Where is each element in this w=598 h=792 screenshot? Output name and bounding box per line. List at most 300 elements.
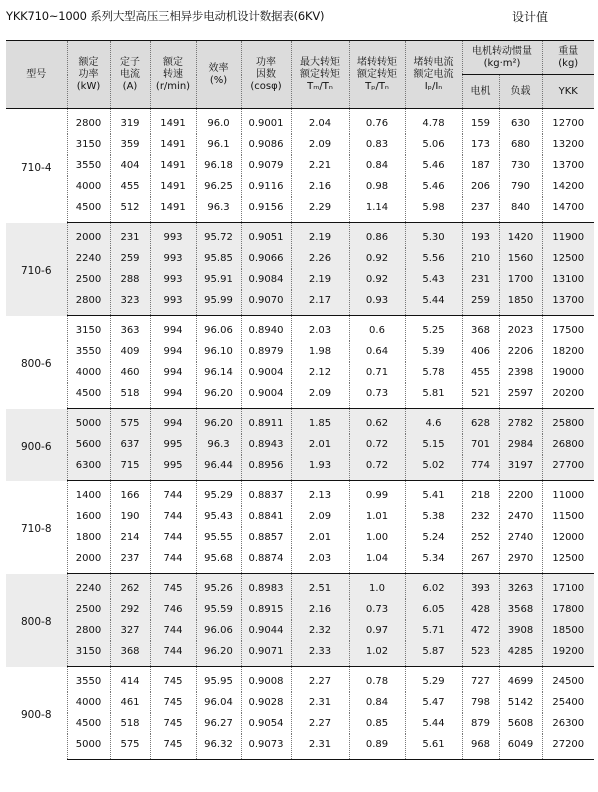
table-cell: 232 xyxy=(462,506,499,527)
table-cell: 210 xyxy=(462,248,499,269)
table-cell: 744 xyxy=(150,506,196,527)
table-row xyxy=(6,383,594,409)
table-cell: 214 xyxy=(110,527,150,548)
table-cell: 2240 xyxy=(67,248,110,269)
table-cell: 96.20 xyxy=(196,409,241,435)
table-cell: 1420 xyxy=(499,223,542,249)
table-row xyxy=(6,409,594,435)
table-cell: 2.19 xyxy=(291,269,349,290)
table-cell: 1491 xyxy=(150,155,196,176)
table-cell: 0.72 xyxy=(349,434,405,455)
table-cell: 95.85 xyxy=(196,248,241,269)
model-cell: 710-6 xyxy=(6,223,67,316)
table-cell: 173 xyxy=(462,134,499,155)
table-cell: 2.31 xyxy=(291,734,349,760)
table-cell: 3550 xyxy=(67,667,110,693)
table-cell: 14200 xyxy=(542,176,594,197)
table-row xyxy=(6,667,594,693)
model-cell: 800-6 xyxy=(6,316,67,409)
table-cell: 745 xyxy=(150,713,196,734)
table-row xyxy=(6,574,594,600)
table-cell: 231 xyxy=(110,223,150,249)
table-cell: 994 xyxy=(150,409,196,435)
table-row xyxy=(6,434,594,455)
table-cell: 5.46 xyxy=(405,155,462,176)
table-cell: 0.8979 xyxy=(241,341,291,362)
table-cell: 5608 xyxy=(499,713,542,734)
table-cell: 409 xyxy=(110,341,150,362)
table-cell: 27700 xyxy=(542,455,594,481)
table-row xyxy=(6,341,594,362)
table-cell: 3150 xyxy=(67,316,110,342)
table-cell: 518 xyxy=(110,713,150,734)
table-cell: 96.44 xyxy=(196,455,241,481)
table-cell: 994 xyxy=(150,316,196,342)
col-power-factor: 功率 因数 (cosφ) xyxy=(241,41,291,109)
table-cell: 95.72 xyxy=(196,223,241,249)
table-cell: 744 xyxy=(150,620,196,641)
table-cell: 218 xyxy=(462,481,499,507)
table-cell: 5.98 xyxy=(405,197,462,223)
table-cell: 1700 xyxy=(499,269,542,290)
model-group xyxy=(6,223,594,316)
table-cell: 3263 xyxy=(499,574,542,600)
table-cell: 2500 xyxy=(67,599,110,620)
table-row xyxy=(6,269,594,290)
table-cell: 745 xyxy=(150,574,196,600)
table-cell: 5.78 xyxy=(405,362,462,383)
table-cell: 2000 xyxy=(67,223,110,249)
table-cell: 744 xyxy=(150,548,196,574)
table-row xyxy=(6,713,594,734)
table-cell: 2.19 xyxy=(291,223,349,249)
model-group xyxy=(6,481,594,574)
table-cell: 6.05 xyxy=(405,599,462,620)
table-cell: 3197 xyxy=(499,455,542,481)
table-cell: 6.02 xyxy=(405,574,462,600)
table-cell: 11900 xyxy=(542,223,594,249)
table-cell: 12700 xyxy=(542,109,594,135)
table-cell: 0.6 xyxy=(349,316,405,342)
col-locked-current: 堵转电流 额定电流 Iₚ/Iₙ xyxy=(405,41,462,109)
table-cell: 262 xyxy=(110,574,150,600)
table-cell: 746 xyxy=(150,599,196,620)
table-cell: 11000 xyxy=(542,481,594,507)
table-cell: 96.20 xyxy=(196,383,241,409)
table-cell: 994 xyxy=(150,341,196,362)
table-cell: 4000 xyxy=(67,692,110,713)
col-weight: 重量 (kg) xyxy=(542,41,594,75)
col-inertia: 电机转动惯量 (kg·m²) xyxy=(462,41,542,75)
table-cell: 879 xyxy=(462,713,499,734)
table-cell: 523 xyxy=(462,641,499,667)
table-cell: 0.9086 xyxy=(241,134,291,155)
table-cell: 995 xyxy=(150,455,196,481)
col-max-torque: 最大转矩 额定转矩 Tₘ/Tₙ xyxy=(291,41,349,109)
table-cell: 1400 xyxy=(67,481,110,507)
model-cell: 900-6 xyxy=(6,409,67,481)
table-cell: 0.93 xyxy=(349,290,405,316)
table-cell: 5.87 xyxy=(405,641,462,667)
table-cell: 96.27 xyxy=(196,713,241,734)
table-cell: 994 xyxy=(150,362,196,383)
table-cell: 0.98 xyxy=(349,176,405,197)
table-cell: 680 xyxy=(499,134,542,155)
table-cell: 2597 xyxy=(499,383,542,409)
table-row xyxy=(6,548,594,574)
table-cell: 2.13 xyxy=(291,481,349,507)
table-cell: 2.16 xyxy=(291,599,349,620)
table-cell: 95.59 xyxy=(196,599,241,620)
table-row xyxy=(6,223,594,249)
table-cell: 4699 xyxy=(499,667,542,693)
table-cell: 1491 xyxy=(150,134,196,155)
table-cell: 2.33 xyxy=(291,641,349,667)
table-cell: 5.34 xyxy=(405,548,462,574)
table-cell: 5000 xyxy=(67,734,110,760)
table-cell: 521 xyxy=(462,383,499,409)
table-cell: 1.14 xyxy=(349,197,405,223)
table-cell: 0.9156 xyxy=(241,197,291,223)
table-cell: 259 xyxy=(462,290,499,316)
table-cell: 5600 xyxy=(67,434,110,455)
table-cell: 4500 xyxy=(67,197,110,223)
table-cell: 0.84 xyxy=(349,692,405,713)
table-cell: 1.02 xyxy=(349,641,405,667)
table-cell: 1491 xyxy=(150,176,196,197)
table-cell: 20200 xyxy=(542,383,594,409)
table-cell: 1560 xyxy=(499,248,542,269)
table-cell: 17500 xyxy=(542,316,594,342)
table-cell: 187 xyxy=(462,155,499,176)
table-cell: 745 xyxy=(150,667,196,693)
table-cell: 5.29 xyxy=(405,667,462,693)
table-cell: 2.04 xyxy=(291,109,349,135)
table-cell: 428 xyxy=(462,599,499,620)
table-cell: 18500 xyxy=(542,620,594,641)
table-row xyxy=(6,527,594,548)
table-cell: 0.73 xyxy=(349,599,405,620)
table-cell: 12500 xyxy=(542,248,594,269)
table-cell: 359 xyxy=(110,134,150,155)
table-cell: 259 xyxy=(110,248,150,269)
table-cell: 363 xyxy=(110,316,150,342)
table-cell: 231 xyxy=(462,269,499,290)
table-cell: 19000 xyxy=(542,362,594,383)
table-cell: 968 xyxy=(462,734,499,760)
table-cell: 715 xyxy=(110,455,150,481)
table-cell: 2.29 xyxy=(291,197,349,223)
table-row xyxy=(6,734,594,760)
table-cell: 25400 xyxy=(542,692,594,713)
col-locked-torque: 堵转转矩 额定转矩 Tₚ/Tₙ xyxy=(349,41,405,109)
table-cell: 0.9079 xyxy=(241,155,291,176)
table-cell: 1.85 xyxy=(291,409,349,435)
table-cell: 96.18 xyxy=(196,155,241,176)
table-cell: 25800 xyxy=(542,409,594,435)
table-cell: 0.9044 xyxy=(241,620,291,641)
table-cell: 96.20 xyxy=(196,641,241,667)
table-cell: 2.16 xyxy=(291,176,349,197)
table-cell: 628 xyxy=(462,409,499,435)
table-cell: 5.56 xyxy=(405,248,462,269)
table-cell: 0.8841 xyxy=(241,506,291,527)
table-cell: 26300 xyxy=(542,713,594,734)
table-cell: 1.04 xyxy=(349,548,405,574)
table-cell: 5.30 xyxy=(405,223,462,249)
table-row xyxy=(6,248,594,269)
table-cell: 13700 xyxy=(542,290,594,316)
table-cell: 5.44 xyxy=(405,290,462,316)
table-cell: 12500 xyxy=(542,548,594,574)
table-row xyxy=(6,362,594,383)
table-cell: 2.32 xyxy=(291,620,349,641)
table-cell: 4000 xyxy=(67,176,110,197)
table-cell: 0.62 xyxy=(349,409,405,435)
table-cell: 2800 xyxy=(67,109,110,135)
col-efficiency: 效率 (%) xyxy=(196,41,241,109)
table-cell: 5.47 xyxy=(405,692,462,713)
table-row xyxy=(6,109,594,135)
table-cell: 12000 xyxy=(542,527,594,548)
table-cell: 701 xyxy=(462,434,499,455)
table-cell: 0.85 xyxy=(349,713,405,734)
table-cell: 0.9070 xyxy=(241,290,291,316)
table-cell: 455 xyxy=(110,176,150,197)
table-cell: 0.8911 xyxy=(241,409,291,435)
table-cell: 0.8837 xyxy=(241,481,291,507)
table-cell: 1.98 xyxy=(291,341,349,362)
table-cell: 0.64 xyxy=(349,341,405,362)
page-header xyxy=(6,8,592,28)
table-cell: 1.00 xyxy=(349,527,405,548)
table-cell: 323 xyxy=(110,290,150,316)
table-cell: 0.73 xyxy=(349,383,405,409)
table-cell: 96.04 xyxy=(196,692,241,713)
table-cell: 0.97 xyxy=(349,620,405,641)
table-cell: 368 xyxy=(462,316,499,342)
table-cell: 2.12 xyxy=(291,362,349,383)
table-cell: 2.21 xyxy=(291,155,349,176)
table-cell: 745 xyxy=(150,692,196,713)
table-cell: 2206 xyxy=(499,341,542,362)
table-cell: 5.44 xyxy=(405,713,462,734)
table-cell: 393 xyxy=(462,574,499,600)
table-cell: 6049 xyxy=(499,734,542,760)
table-cell: 2800 xyxy=(67,620,110,641)
table-cell: 2.03 xyxy=(291,548,349,574)
table-cell: 2.09 xyxy=(291,383,349,409)
table-cell: 11500 xyxy=(542,506,594,527)
table-cell: 5.15 xyxy=(405,434,462,455)
table-cell: 2000 xyxy=(67,548,110,574)
table-cell: 518 xyxy=(110,383,150,409)
table-cell: 5.41 xyxy=(405,481,462,507)
table-cell: 327 xyxy=(110,620,150,641)
model-cell: 900-8 xyxy=(6,667,67,760)
table-cell: 1.93 xyxy=(291,455,349,481)
table-cell: 744 xyxy=(150,481,196,507)
col-model: 型号 xyxy=(6,41,67,109)
table-cell: 292 xyxy=(110,599,150,620)
table-cell: 267 xyxy=(462,548,499,574)
table-header xyxy=(6,41,594,109)
table-cell: 0.8857 xyxy=(241,527,291,548)
table-cell: 0.9004 xyxy=(241,362,291,383)
table-cell: 1491 xyxy=(150,109,196,135)
table-cell: 1800 xyxy=(67,527,110,548)
table-cell: 5.24 xyxy=(405,527,462,548)
table-cell: 319 xyxy=(110,109,150,135)
table-cell: 237 xyxy=(110,548,150,574)
table-cell: 4285 xyxy=(499,641,542,667)
table-cell: 18200 xyxy=(542,341,594,362)
table-cell: 5000 xyxy=(67,409,110,435)
table-cell: 96.25 xyxy=(196,176,241,197)
table-cell: 95.95 xyxy=(196,667,241,693)
table-cell: 26800 xyxy=(542,434,594,455)
table-cell: 4.78 xyxy=(405,109,462,135)
table-cell: 2984 xyxy=(499,434,542,455)
table-cell: 5.46 xyxy=(405,176,462,197)
table-cell: 774 xyxy=(462,455,499,481)
model-group xyxy=(6,316,594,409)
table-cell: 0.72 xyxy=(349,455,405,481)
table-cell: 95.43 xyxy=(196,506,241,527)
table-cell: 2.03 xyxy=(291,316,349,342)
table-cell: 2.31 xyxy=(291,692,349,713)
col-speed: 额定 转速 (r/min) xyxy=(150,41,196,109)
col-power: 额定 功率 (kW) xyxy=(67,41,110,109)
table-cell: 13200 xyxy=(542,134,594,155)
motor-data-table xyxy=(6,40,594,760)
table-cell: 995 xyxy=(150,434,196,455)
table-cell: 95.68 xyxy=(196,548,241,574)
table-row xyxy=(6,692,594,713)
table-cell: 166 xyxy=(110,481,150,507)
table-cell: 96.3 xyxy=(196,434,241,455)
table-cell: 2240 xyxy=(67,574,110,600)
table-cell: 2.01 xyxy=(291,434,349,455)
table-cell: 0.8983 xyxy=(241,574,291,600)
table-cell: 24500 xyxy=(542,667,594,693)
table-cell: 993 xyxy=(150,290,196,316)
model-group xyxy=(6,409,594,481)
table-cell: 5.38 xyxy=(405,506,462,527)
table-cell: 744 xyxy=(150,641,196,667)
table-cell: 2740 xyxy=(499,527,542,548)
table-cell: 95.99 xyxy=(196,290,241,316)
table-cell: 95.55 xyxy=(196,527,241,548)
table-cell: 206 xyxy=(462,176,499,197)
table-cell: 5.71 xyxy=(405,620,462,641)
table-cell: 4500 xyxy=(67,383,110,409)
table-cell: 0.9116 xyxy=(241,176,291,197)
design-value-note: 设计值 xyxy=(511,10,548,24)
table-row xyxy=(6,481,594,507)
table-cell: 95.26 xyxy=(196,574,241,600)
table-cell: 5142 xyxy=(499,692,542,713)
table-row xyxy=(6,641,594,667)
table-cell: 790 xyxy=(499,176,542,197)
table-cell: 2500 xyxy=(67,269,110,290)
table-cell: 159 xyxy=(462,109,499,135)
table-cell: 368 xyxy=(110,641,150,667)
table-cell: 4000 xyxy=(67,362,110,383)
table-cell: 2.09 xyxy=(291,506,349,527)
col-weight-ykk: YKK xyxy=(542,75,594,109)
table-row xyxy=(6,134,594,155)
table-cell: 0.8956 xyxy=(241,455,291,481)
model-group xyxy=(6,667,594,760)
table-cell: 0.9028 xyxy=(241,692,291,713)
table-cell: 2.27 xyxy=(291,667,349,693)
table-row xyxy=(6,197,594,223)
table-cell: 0.8940 xyxy=(241,316,291,342)
table-cell: 0.92 xyxy=(349,269,405,290)
col-inertia-load: 负载 xyxy=(499,75,542,109)
table-cell: 2.26 xyxy=(291,248,349,269)
table-cell: 0.76 xyxy=(349,109,405,135)
table-cell: 406 xyxy=(462,341,499,362)
table-cell: 404 xyxy=(110,155,150,176)
model-cell: 800-8 xyxy=(6,574,67,667)
table-cell: 3568 xyxy=(499,599,542,620)
table-cell: 472 xyxy=(462,620,499,641)
table-cell: 5.02 xyxy=(405,455,462,481)
table-cell: 95.91 xyxy=(196,269,241,290)
table-cell: 95.29 xyxy=(196,481,241,507)
table-cell: 96.0 xyxy=(196,109,241,135)
table-cell: 2.17 xyxy=(291,290,349,316)
table-cell: 96.32 xyxy=(196,734,241,760)
table-cell: 1.01 xyxy=(349,506,405,527)
table-cell: 0.9084 xyxy=(241,269,291,290)
table-cell: 3150 xyxy=(67,134,110,155)
table-cell: 4.6 xyxy=(405,409,462,435)
col-inertia-motor: 电机 xyxy=(462,75,499,109)
table-row xyxy=(6,506,594,527)
model-cell: 710-4 xyxy=(6,109,67,223)
table-row xyxy=(6,155,594,176)
table-cell: 0.8874 xyxy=(241,548,291,574)
table-cell: 193 xyxy=(462,223,499,249)
table-cell: 727 xyxy=(462,667,499,693)
table-cell: 0.84 xyxy=(349,155,405,176)
table-cell: 798 xyxy=(462,692,499,713)
table-row xyxy=(6,176,594,197)
table-cell: 414 xyxy=(110,667,150,693)
table-cell: 5.81 xyxy=(405,383,462,409)
table-cell: 745 xyxy=(150,734,196,760)
table-cell: 96.06 xyxy=(196,620,241,641)
table-cell: 1491 xyxy=(150,197,196,223)
table-cell: 630 xyxy=(499,109,542,135)
table-cell: 96.14 xyxy=(196,362,241,383)
table-cell: 744 xyxy=(150,527,196,548)
table-cell: 461 xyxy=(110,692,150,713)
table-cell: 96.10 xyxy=(196,341,241,362)
table-cell: 3550 xyxy=(67,341,110,362)
table-cell: 2.01 xyxy=(291,527,349,548)
table-cell: 0.83 xyxy=(349,134,405,155)
table-cell: 2470 xyxy=(499,506,542,527)
table-cell: 0.8915 xyxy=(241,599,291,620)
table-cell: 993 xyxy=(150,223,196,249)
table-cell: 4500 xyxy=(67,713,110,734)
table-cell: 3550 xyxy=(67,155,110,176)
table-cell: 2398 xyxy=(499,362,542,383)
